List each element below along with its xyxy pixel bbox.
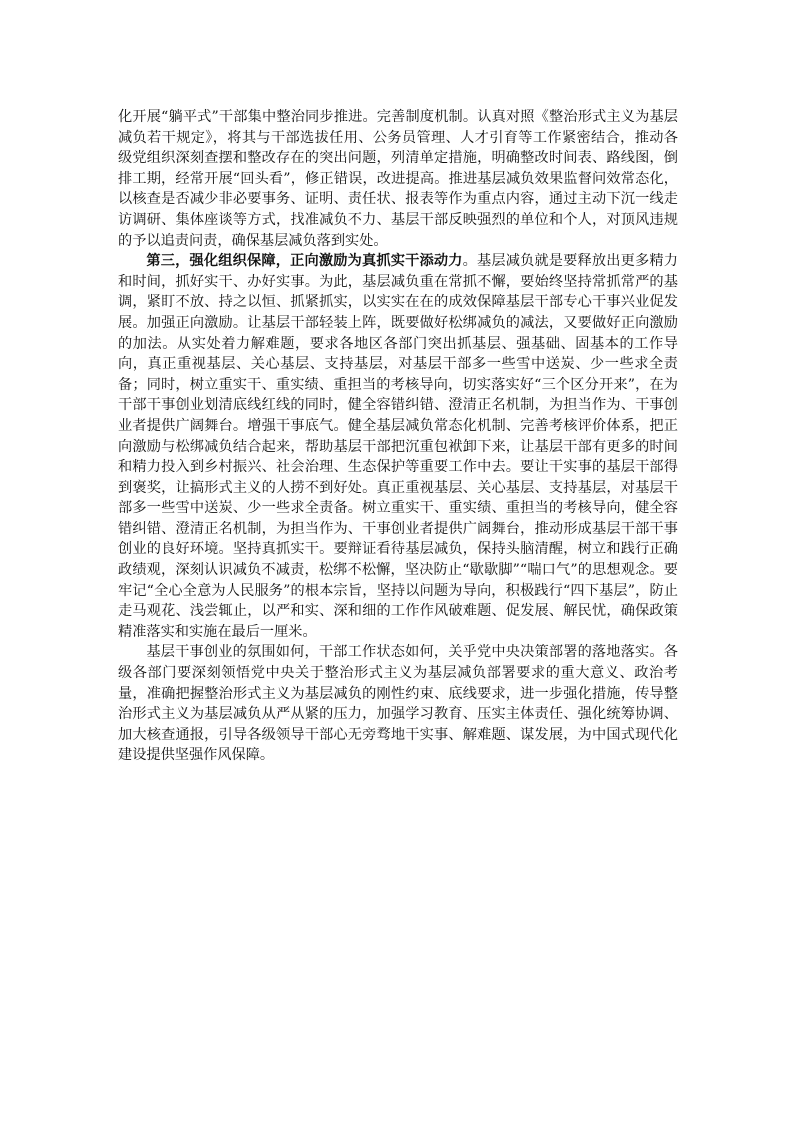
paragraph-continued bbox=[118, 107, 678, 251]
paragraph-text: 化开展“躺平式”干部集中整治同步推进。完善制度机制。认真对照《整治形式主义为基层减负若干规定》，将其与干部选拔任用、公务员管理、人才引育等工作紧密结合，推动各级党组织深刻查摆和整改存在的突出问题，列清单定措施，明确整改时间表、路线图，倒排工期，经常开展“回头看”，修正错误，改进提高。推进基层减负效果监督问效常态化，以核查是否减少非必要事务、证明、责任状、报表等作为重点内容，通过主动下沉一线走访调研、集体座谈等方式，找准减负不力、基层干部反映强烈的单位和个人，对顶风违规的予以追责问责，确保基层减负落到实处。 bbox=[118, 109, 678, 249]
paragraph-section-three bbox=[118, 251, 678, 642]
paragraph-text: 基层干事创业的氛围如何，干部工作状态如何，关乎党中央决策部署的落地落实。各级各部门要深刻领悟党中央关于整治形式主义为基层减负部署要求的重大意义、政治考量，准确把握整治形式主义为基层减负的刚性约束、底线要求，进一步强化措施，传导整治形式主义为基层减负从严从紧的压力，加强学习教育、压实主体责任、强化统筹协调、加大核查通报，引导各级领导干部心无旁骛地干实事、解难题、谋发展，为中国式现代化建设提供坚强作风保障。 bbox=[118, 644, 678, 764]
paragraph-text: 。基层减负就是要释放出更多精力和时间，抓好实干、办好实事。为此，基层减负重在常抓不懈，要始终坚持常抓常严的基调，紧盯不放、持之以恒、抓紧抓实，以实实在在的成效保障基层干部专心干事兴业促发展。加强正向激励。让基层干部轻装上阵，既要做好松绑减负的减法，又要做好正向激励的加法。从实处着力解难题，要求各地区各部门突出抓基层、强基础、固基本的工作导向，真正重视基层、关心基层、支持基层，对基层干部多一些雪中送炭、少一些求全责备；同时，树立重实干、重实绩、重担当的考核导向，切实落实好“三个区分开来”，在为干部干事创业划清底线红线的同时，健全容错纠错、澄清正名机制，为担当作为、干事创业者提供广阔舞台。增强干事底气。健全基层减负常态化机制、完善考核评价体系，把正向激励与松绑减负结合起来，帮助基层干部把沉重包袱卸下来，让基层干部有更多的时间和精力投入到乡村振兴、社会治理、生态保护等重要工作中去。要让干实事的基层干部得到褒奖，让搞形式主义的人捞不到好处。真正重视基层、关心基层、支持基层，对基层干部多一些雪中送炭、少一些求全责备。树立重实干、重实绩、重担当的考核导向，健全容错纠错、澄清正名机制，为担当作为、干事创业者提供广阔舞台，推动形成基层干部干事创业的良好环境。坚持真抓实干。要辩证看待基层减负，保持头脑清醒，树立和践行正确政绩观，深刻认识减负不减责，松绑不松懈，坚决防止“歇歇脚”“喘口气”的思想观念。要牢记“全心全意为人民服务”的根本宗旨，坚持以问题为导向，积极践行“四下基层”，防止走马观花、浅尝辄止，以严和实、深和细的工作作风破难题、促发展、解民忧，确保政策精准落实和实施在最后一厘米。 bbox=[118, 253, 678, 640]
document-page bbox=[118, 107, 678, 766]
section-heading-inline: 第三，强化组织保障，正向激励为真抓实干添动力 bbox=[146, 253, 463, 270]
paragraph-conclusion bbox=[118, 642, 678, 766]
